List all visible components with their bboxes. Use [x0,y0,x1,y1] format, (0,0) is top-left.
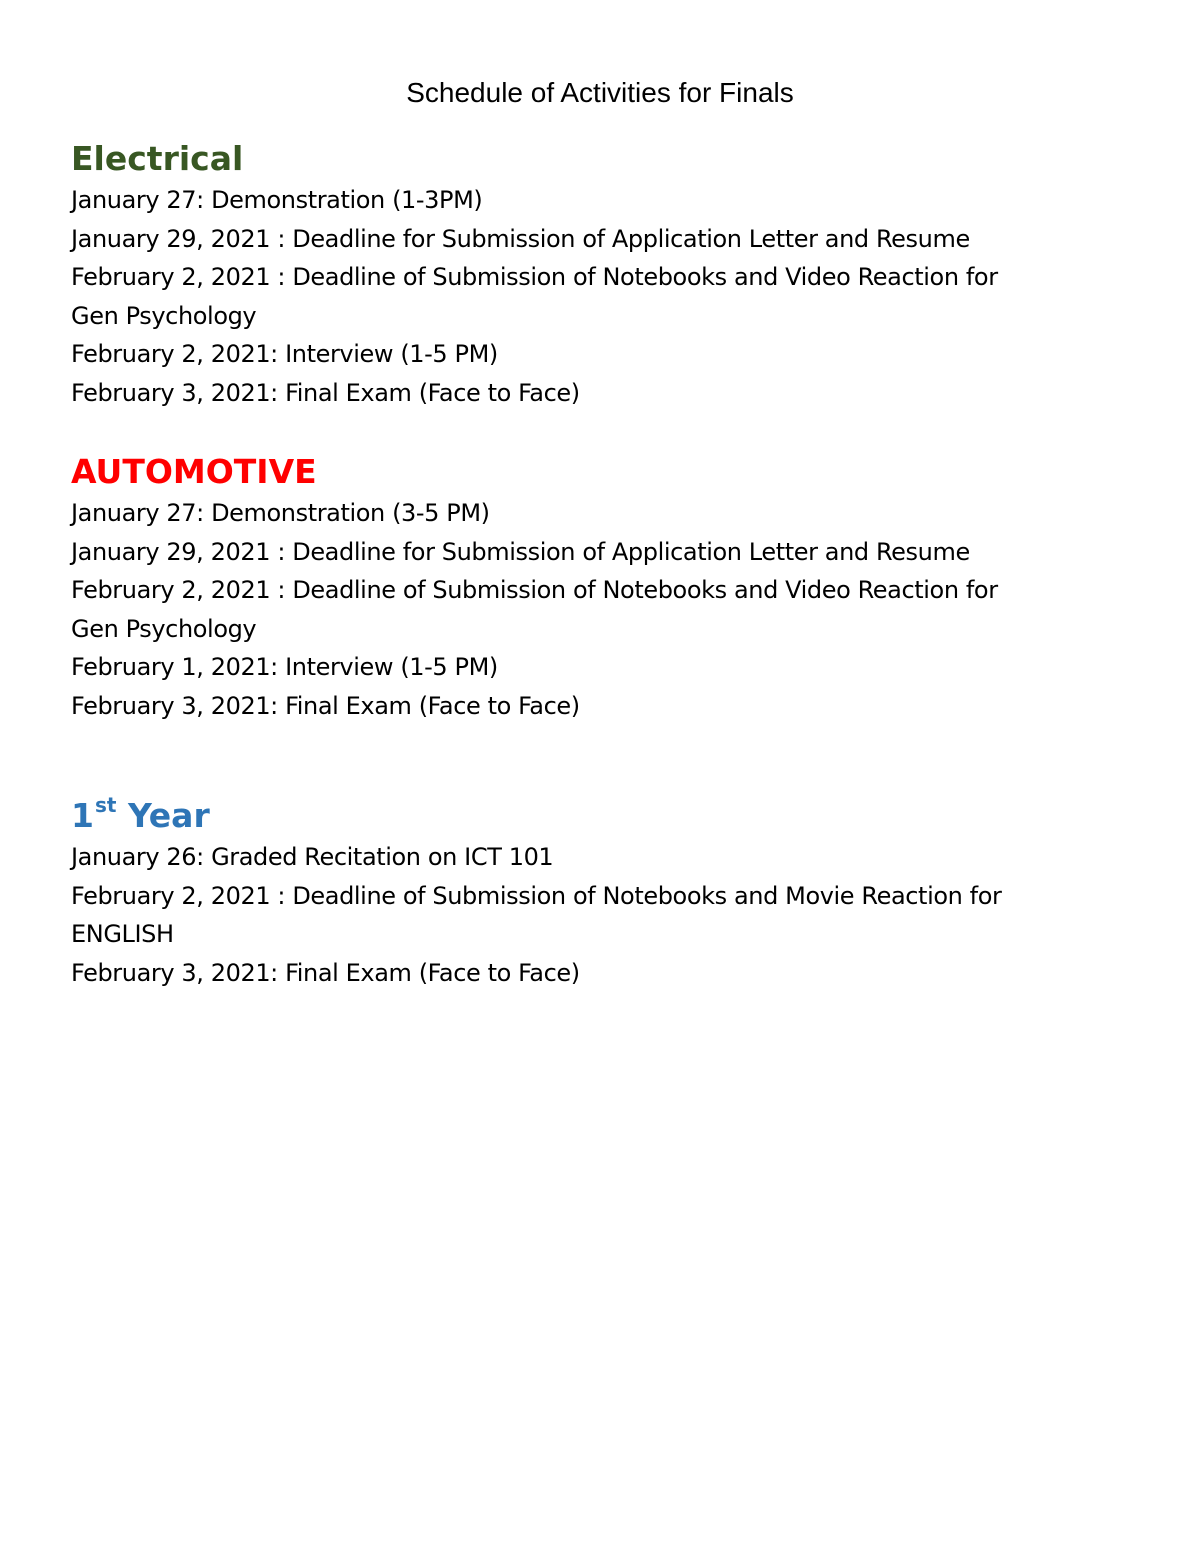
schedule-entry: January 29, 2021 : Deadline for Submission of Application Letter and Resume [71,537,970,566]
schedule-entry: February 3, 2021: Final Exam (Face to Face) [71,691,580,720]
schedule-list-electrical [71,181,1131,413]
heading-ordinal-suffix: st [94,793,117,817]
schedule-entry: ENGLISH [71,920,174,949]
schedule-entry: February 3, 2021: Final Exam (Face to Face) [71,958,580,987]
section-heading-electrical: Electrical [71,139,244,178]
section-heading-first-year [71,793,1131,836]
section-electrical [71,139,1131,413]
section-automotive [71,452,1131,726]
heading-number: 1 [71,796,94,835]
schedule-entry: February 2, 2021 : Deadline of Submission of Notebooks and Video Reaction for [71,576,998,605]
schedule-list-first-year [71,838,1131,992]
schedule-entry: January 29, 2021 : Deadline for Submission of Application Letter and Resume [71,224,970,253]
schedule-entry: January 27: Demonstration (1-3PM) [71,186,483,214]
schedule-entry: Gen Psychology [71,301,257,330]
heading-word: Year [127,796,210,835]
section-first-year [71,793,1131,992]
schedule-entry: Gen Psychology [71,614,257,643]
document-title: Schedule of Activities for Finals [406,77,794,108]
schedule-entry: January 27: Demonstration (3-5 PM) [71,499,490,527]
schedule-entry: January 26: Graded Recitation on ICT 101 [71,843,554,871]
schedule-entry: February 1, 2021: Interview (1-5 PM) [71,653,498,682]
schedule-entry: February 2, 2021 : Deadline of Submission of Notebooks and Movie Reaction for [71,881,1002,910]
schedule-entry: February 2, 2021: Interview (1-5 PM) [71,340,498,369]
section-heading-automotive: AUTOMOTIVE [71,452,317,491]
schedule-entry: February 3, 2021: Final Exam (Face to Face) [71,378,580,407]
schedule-entry: February 2, 2021 : Deadline of Submission of Notebooks and Video Reaction for [71,263,998,292]
schedule-list-automotive [71,494,1131,726]
